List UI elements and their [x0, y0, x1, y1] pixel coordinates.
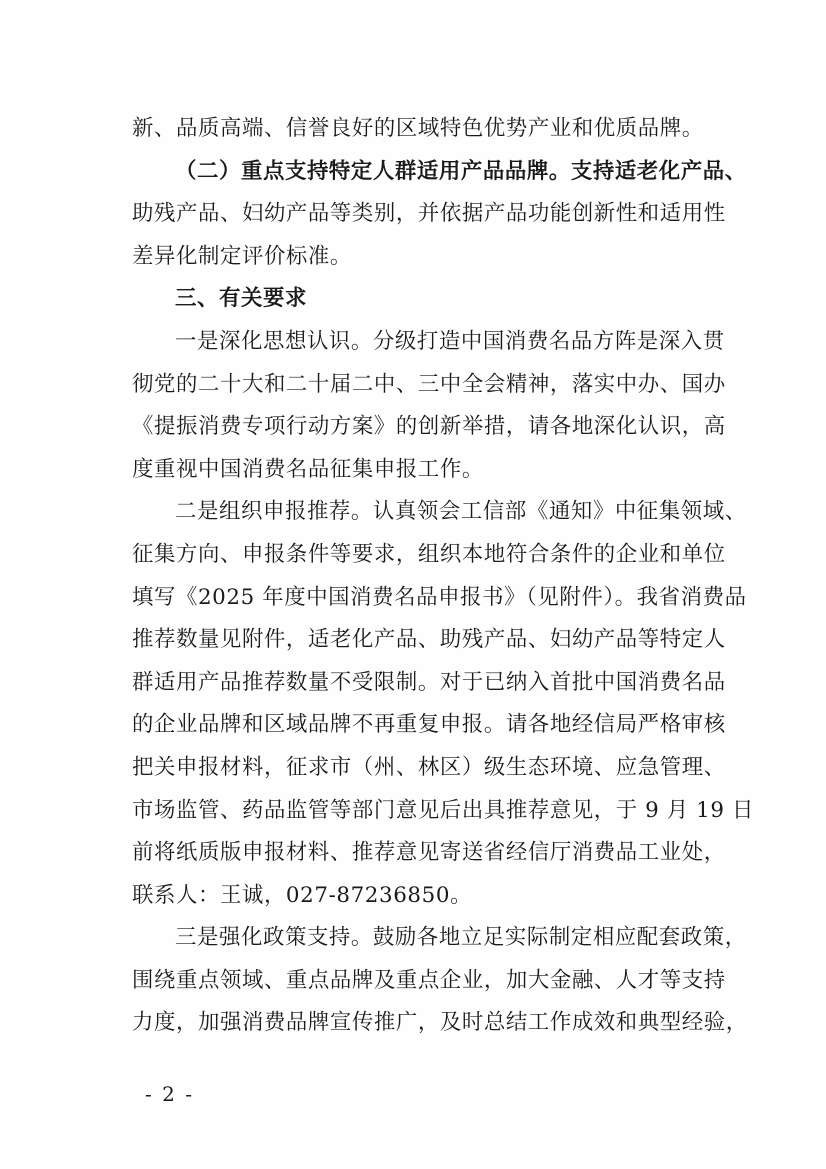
text-line: 三是强化政策支持。鼓励各地立足实际制定相应配套政策， — [175, 925, 747, 951]
text-line: 围绕重点领域、重点品牌及重点企业，加大金融、人才等支持 — [132, 967, 726, 993]
text-line: 《提振消费专项行动方案》的创新举措，请各地深化认识，高 — [132, 414, 726, 440]
text-line: 力度，加强消费品牌宣传推广，及时总结工作成效和典型经验， — [132, 1010, 748, 1036]
section-heading-line: （二）重点支持特定人群适用产品品牌。支持适老化产品、 — [175, 158, 747, 184]
contact-line: 联系人：王诚，027-87236850。 — [132, 882, 473, 908]
text-line: 征集方向、申报条件等要求，组织本地符合条件的企业和单位 — [132, 541, 726, 567]
text-line: 助残产品、妇幼产品等类别，并依据产品功能创新性和适用性 — [132, 201, 726, 227]
text-line: 推荐数量见附件，适老化产品、助残产品、妇幼产品等特定人 — [132, 627, 726, 653]
section-title: 三、有关要求 — [175, 286, 307, 312]
text-line: 一是深化思想认识。分级打造中国消费名品方阵是深入贯 — [175, 328, 725, 354]
text-line: 把关申报材料，征求市（州、林区）级生态环境、应急管理、 — [132, 754, 726, 780]
text-line: 二是组织申报推荐。认真领会工信部《通知》中征集领域、 — [175, 499, 747, 525]
page-number: - 2 - — [145, 1082, 194, 1106]
text-line: 彻党的二十大和二十届二中、三中全会精神，落实中办、国办 — [132, 371, 726, 397]
document-body — [132, 108, 754, 1045]
text-line: 市场监管、药品监管等部门意见后出具推荐意见，于 9 月 19 日 — [132, 797, 754, 823]
text-line: 填写《2025 年度中国消费名品申报书》（见附件）。我省消费品 — [132, 584, 747, 610]
text-line: 度重视中国消费名品征集申报工作。 — [132, 456, 484, 482]
text-line: 新、品质高端、信誉良好的区域特色优势产业和优质品牌。 — [132, 116, 704, 141]
text-line: 的企业品牌和区域品牌不再重复申报。请各地经信局严格审核 — [132, 712, 726, 738]
text-line: 差异化制定评价标准。 — [132, 243, 352, 269]
text-line: 前将纸质版申报材料、推荐意见寄送省经信厅消费品工业处， — [132, 840, 726, 866]
text-line: 群适用产品推荐数量不受限制。对于已纳入首批中国消费名品 — [132, 669, 726, 695]
